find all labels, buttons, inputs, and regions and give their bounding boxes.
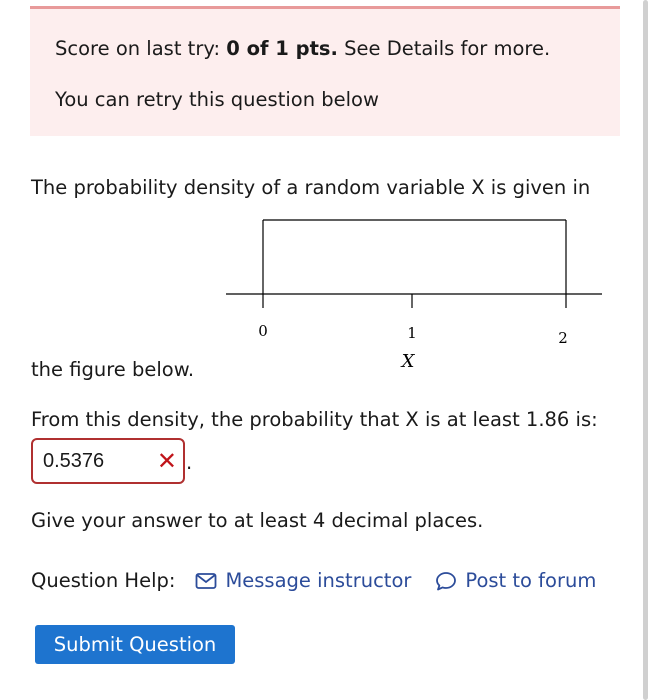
message-instructor-link[interactable] (195, 569, 411, 592)
speech-bubble-icon (435, 570, 457, 592)
scrollbar[interactable] (643, 0, 648, 700)
score-alert (30, 6, 620, 136)
score-points: 0 of 1 pts. (226, 37, 338, 60)
question-help (31, 569, 596, 592)
question-text-4: Give your answer to at least 4 decimal places. (31, 509, 484, 532)
score-line (55, 37, 550, 60)
answer-period: . (186, 451, 193, 474)
submit-question-button[interactable]: Submit Question (35, 625, 235, 664)
post-to-forum-label[interactable]: Post to forum (465, 569, 597, 592)
tick-label-2: 2 (558, 329, 568, 347)
answer-input[interactable] (31, 438, 185, 484)
retry-text: You can retry this question below (55, 88, 379, 111)
score-suffix: See Details for more. (337, 37, 551, 60)
density-figure (220, 210, 610, 375)
question-text-1: The probability density of a random variable X is given in (31, 176, 591, 199)
question-help-label: Question Help: (31, 569, 176, 592)
question-text-2: the figure below. (31, 358, 195, 381)
post-to-forum-link[interactable] (435, 569, 596, 592)
tick-label-0: 0 (258, 322, 268, 340)
answer-value[interactable]: 0.5376 (43, 450, 105, 472)
tick-label-1: 1 (407, 324, 417, 342)
score-prefix: Score on last try: (55, 37, 227, 60)
question-text-3: From this density, the probability that X is at least 1.86 is: (31, 408, 598, 431)
axis-label-x: X (401, 351, 415, 372)
incorrect-icon: ✕ (156, 447, 177, 475)
message-instructor-label[interactable]: Message instructor (225, 569, 412, 592)
mail-icon (195, 572, 217, 590)
